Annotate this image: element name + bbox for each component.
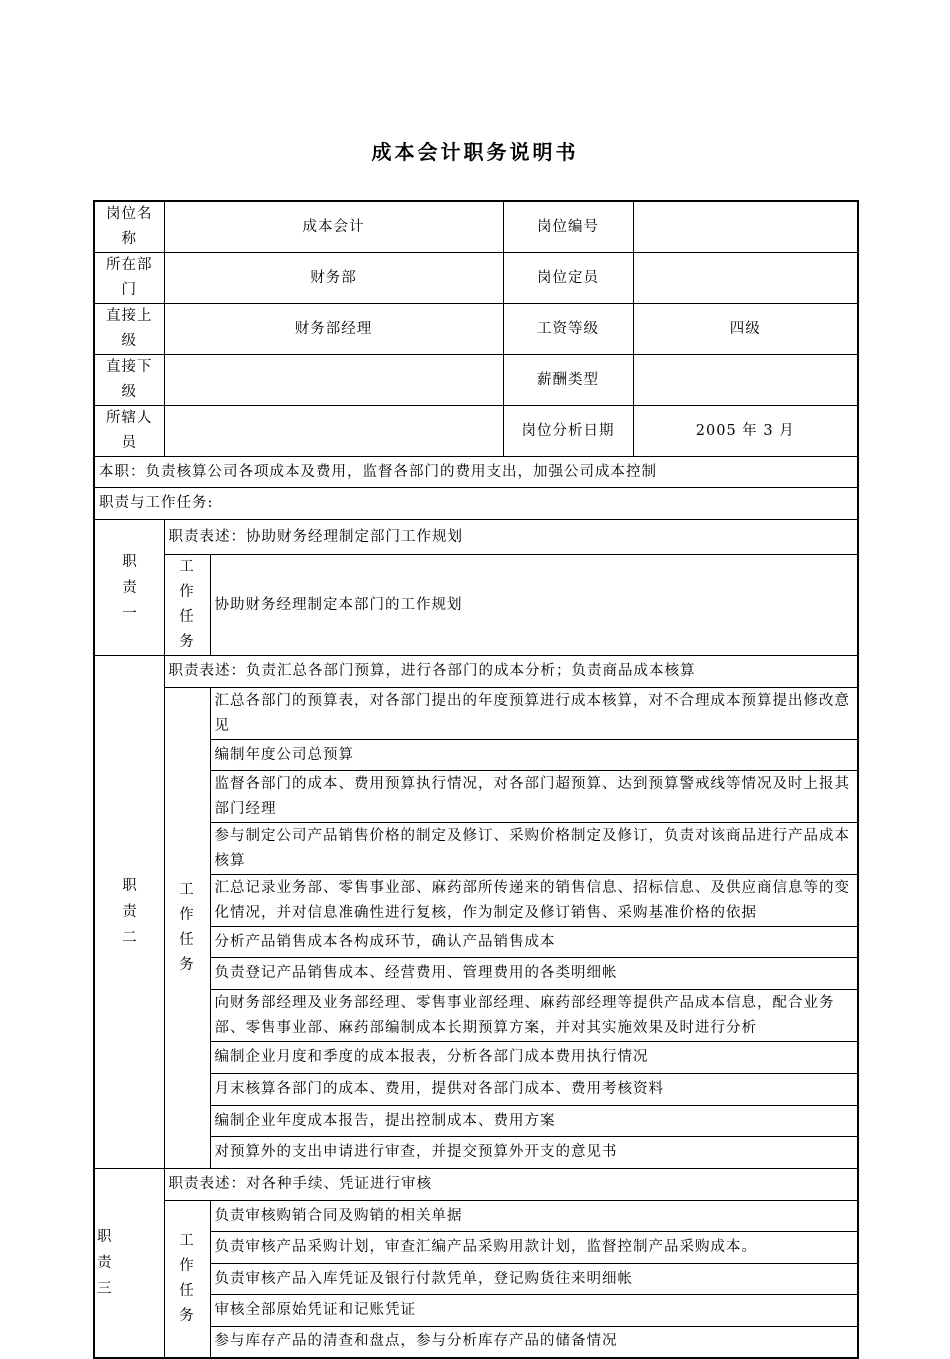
duty2-statement: 职责表述：负责汇总各部门预算，进行各部门的成本分析；负责商品成本核算 bbox=[164, 656, 858, 688]
duty1-task-row bbox=[94, 555, 858, 656]
info-row-staff bbox=[94, 406, 858, 457]
duty1-task-label-text: 工作任务 bbox=[179, 559, 195, 650]
duty2-task-label bbox=[164, 688, 210, 1169]
value-salary-grade: 四级 bbox=[633, 304, 858, 355]
info-row-subordinate bbox=[94, 355, 858, 406]
label-position-name: 岗位名称 bbox=[94, 201, 164, 253]
duties-heading-row bbox=[94, 488, 858, 520]
label-pay-type: 薪酬类型 bbox=[503, 355, 633, 406]
duty2-task-5: 汇总记录业务部、零售事业部、麻药部所传递来的销售信息、招标信息、及供应商信息等的变化情况，并对信息准确性进行复核，作为制定及修订销售、采购基准价格的依据 bbox=[210, 875, 858, 927]
duty2-task-8: 向财务部经理及业务部经理、零售事业部经理、麻药部经理等提供产品成本信息，配合业务部、零售事业部、麻药部编制成本长期预算方案，并对其实施效果及时进行分析 bbox=[210, 990, 858, 1042]
duty2-statement-row bbox=[94, 656, 858, 688]
duty3-task-row bbox=[94, 1201, 858, 1232]
duty-summary-row bbox=[94, 457, 858, 488]
value-department: 财务部 bbox=[164, 253, 503, 304]
duty3-label-text: 职责三 bbox=[97, 1228, 113, 1297]
duty2-task-label-text: 工作任务 bbox=[179, 882, 195, 973]
duty3-task-4: 审核全部原始凭证和记账凭证 bbox=[210, 1295, 858, 1327]
value-position-name: 成本会计 bbox=[164, 201, 503, 253]
duty2-task-2: 编制年度公司总预算 bbox=[210, 740, 858, 771]
duty3-task-label bbox=[164, 1201, 210, 1358]
duty2-task-1: 汇总各部门的预算表，对各部门提出的年度预算进行成本核算，对不合理成本预算提出修改意见 bbox=[210, 688, 858, 740]
duty2-task-9: 编制企业月度和季度的成本报表，分析各部门成本费用执行情况 bbox=[210, 1042, 858, 1074]
duty1-statement-row bbox=[94, 520, 858, 555]
duty2-label bbox=[94, 656, 164, 1169]
duty1-task-label bbox=[164, 555, 210, 656]
duties-heading: 职责与工作任务: bbox=[94, 488, 858, 520]
job-description-table bbox=[93, 200, 859, 1359]
duty1-statement: 职责表述：协助财务经理制定部门工作规划 bbox=[164, 520, 858, 555]
label-subordinate: 直接下级 bbox=[94, 355, 164, 406]
duty1-task: 协助财务经理制定本部门的工作规划 bbox=[210, 555, 858, 656]
duty3-statement-row bbox=[94, 1169, 858, 1201]
duty-summary: 本职：负责核算公司各项成本及费用，监督各部门的费用支出，加强公司成本控制 bbox=[94, 457, 858, 488]
value-position-code bbox=[633, 201, 858, 253]
duty2-task-12: 对预算外的支出申请进行审查，并提交预算外开支的意见书 bbox=[210, 1137, 858, 1169]
duty2-task-10: 月末核算各部门的成本、费用，提供对各部门成本、费用考核资料 bbox=[210, 1074, 858, 1106]
duty2-label-text: 职责二 bbox=[122, 878, 138, 946]
label-headcount: 岗位定员 bbox=[503, 253, 633, 304]
duty3-task-3: 负责审核产品入库凭证及银行付款凭单，登记购货往来明细帐 bbox=[210, 1264, 858, 1295]
label-staff: 所辖人员 bbox=[94, 406, 164, 457]
duty3-task-1: 负责审核购销合同及购销的相关单据 bbox=[210, 1201, 858, 1232]
value-headcount bbox=[633, 253, 858, 304]
label-position-code: 岗位编号 bbox=[503, 201, 633, 253]
page-title: 成本会计职务说明书 bbox=[371, 140, 579, 164]
duty3-task-5: 参与库存产品的清查和盘点，参与分析库存产品的储备情况 bbox=[210, 1327, 858, 1358]
value-staff bbox=[164, 406, 503, 457]
label-department: 所在部门 bbox=[94, 253, 164, 304]
duty3-label bbox=[94, 1169, 164, 1358]
value-pay-type bbox=[633, 355, 858, 406]
duty2-task-7: 负责登记产品销售成本、经营费用、管理费用的各类明细帐 bbox=[210, 958, 858, 990]
duty1-label-text: 职责一 bbox=[122, 553, 138, 622]
info-row-department bbox=[94, 253, 858, 304]
duty2-task-4: 参与制定公司产品销售价格的制定及修订、采购价格制定及修订，负责对该商品进行产品成本核算 bbox=[210, 823, 858, 875]
value-analysis-date: 2005 年 3 月 bbox=[633, 406, 858, 457]
duty1-label bbox=[94, 520, 164, 656]
duty2-task-6: 分析产品销售成本各构成环节，确认产品销售成本 bbox=[210, 927, 858, 958]
duty3-task-label-text: 工作任务 bbox=[179, 1232, 195, 1324]
value-supervisor: 财务部经理 bbox=[164, 304, 503, 355]
label-analysis-date: 岗位分析日期 bbox=[503, 406, 633, 457]
value-subordinate bbox=[164, 355, 503, 406]
duty2-task-3: 监督各部门的成本、费用预算执行情况，对各部门超预算、达到预算警戒线等情况及时上报其部门经理 bbox=[210, 771, 858, 823]
info-row-supervisor bbox=[94, 304, 858, 355]
duty2-task-11: 编制企业年度成本报告，提出控制成本、费用方案 bbox=[210, 1106, 858, 1137]
duty3-task-2: 负责审核产品采购计划，审查汇编产品采购用款计划，监督控制产品采购成本。 bbox=[210, 1232, 858, 1264]
duty2-task-row bbox=[94, 688, 858, 740]
label-salary-grade: 工资等级 bbox=[503, 304, 633, 355]
duty3-statement: 职责表述：对各种手续、凭证进行审核 bbox=[164, 1169, 858, 1201]
label-supervisor: 直接上级 bbox=[94, 304, 164, 355]
info-row-position-name bbox=[94, 201, 858, 253]
